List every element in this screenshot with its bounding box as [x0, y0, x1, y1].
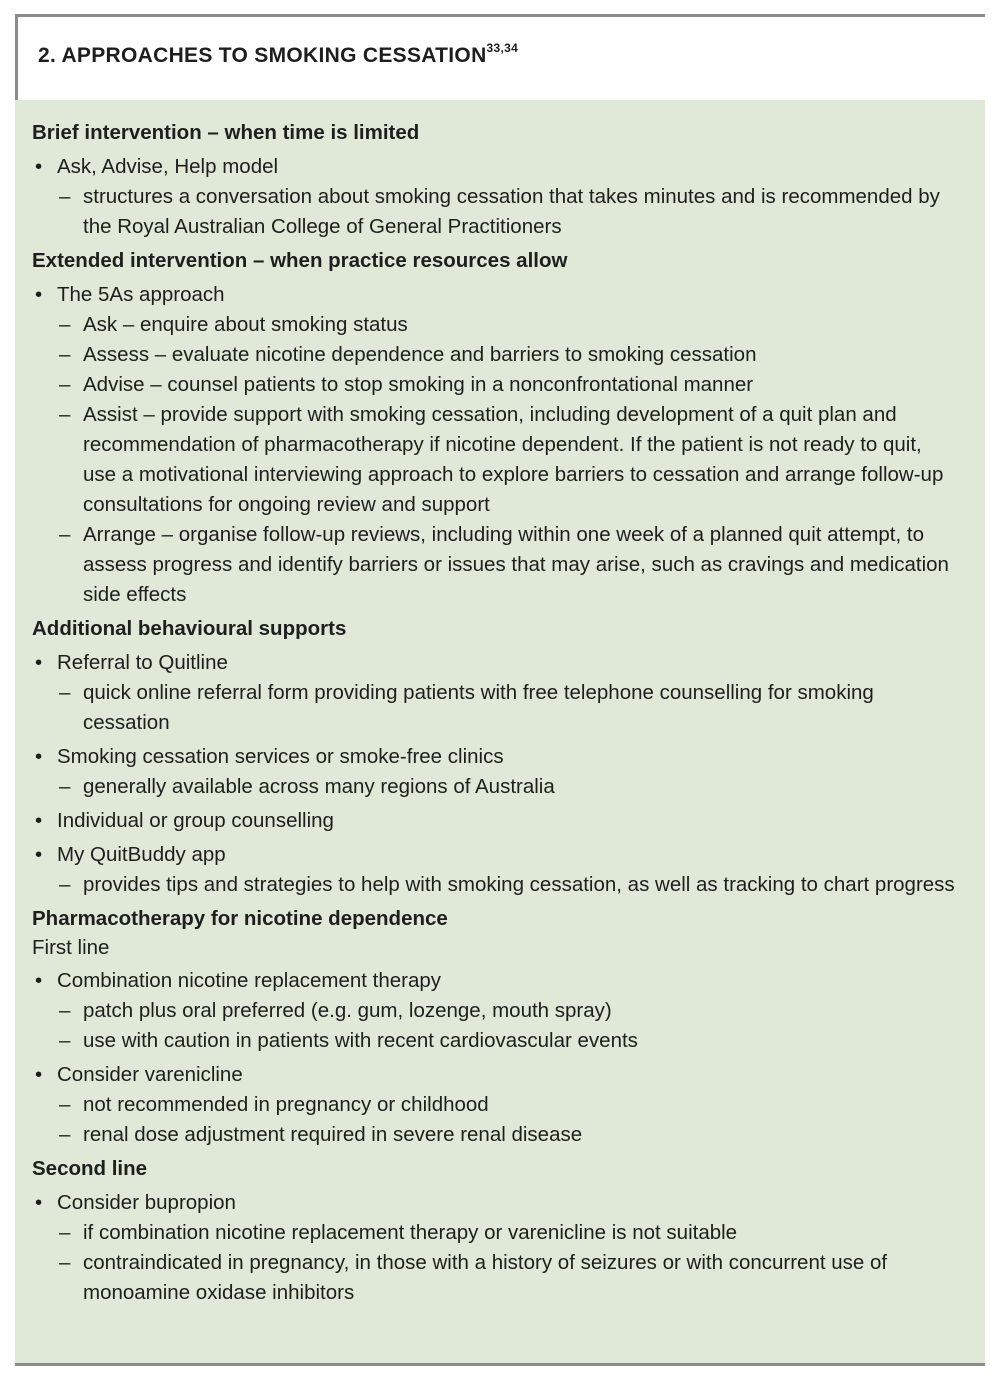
list-group	[32, 1060, 962, 1150]
sub-item: – contraindicated in pregnancy, in those with a history of seizures or with concurrent use of monoamine oxidase inhibitors	[32, 1248, 962, 1308]
bullet-item: • Combination nicotine replacement therapy	[32, 966, 962, 996]
box-title-text: 2. APPROACHES TO SMOKING CESSATION	[38, 44, 487, 67]
sub-item: – patch plus oral preferred (e.g. gum, lozenge, mouth spray)	[32, 996, 962, 1026]
sub-list	[32, 870, 962, 900]
sub-item: – Assist – provide support with smoking cessation, including development of a quit plan and recommendation of pharmacotherapy if nicotine dependent. If the patient is not ready to quit, use a motivational interviewing approach to explore barriers to cessation and arrange follow-up consultations for ongoing review and support	[32, 400, 962, 520]
list-group	[32, 806, 962, 836]
list-group	[32, 280, 962, 610]
section-heading: Additional behavioural supports	[32, 617, 347, 640]
bullet-item: • Individual or group counselling	[32, 806, 962, 836]
sub-item: – structures a conversation about smoking cessation that takes minutes and is recommended by the Royal Australian College of General Practitioners	[32, 182, 962, 242]
sub-list	[32, 182, 962, 242]
sub-item: – Arrange – organise follow-up reviews, including within one week of a planned quit attempt, to assess progress and identify barriers or issues that may arise, such as cravings and medication side effects	[32, 520, 962, 610]
section-heading: Pharmacotherapy for nicotine dependence	[32, 907, 448, 930]
bullet-item: • Ask, Advise, Help model	[32, 152, 962, 182]
box-header	[15, 14, 985, 100]
bullet-item: • The 5As approach	[32, 280, 962, 310]
sub-item: – renal dose adjustment required in severe renal disease	[32, 1120, 962, 1150]
box-title	[38, 41, 519, 68]
content-panel	[15, 100, 985, 1366]
list-group	[32, 840, 962, 900]
sub-list	[32, 772, 962, 802]
sub-item: – generally available across many regions of Australia	[32, 772, 962, 802]
bullet-item: • Smoking cessation services or smoke-free clinics	[32, 742, 962, 772]
sub-item: – use with caution in patients with recent cardiovascular events	[32, 1026, 962, 1056]
sub-list	[32, 1218, 962, 1308]
bullet-item: • Referral to Quitline	[32, 648, 962, 678]
sub-list	[32, 1090, 962, 1150]
list-group	[32, 152, 962, 242]
list-group	[32, 648, 962, 738]
content-body	[32, 118, 962, 1312]
list-group	[32, 966, 962, 1056]
sub-item: – Assess – evaluate nicotine dependence and barriers to smoking cessation	[32, 340, 962, 370]
list-group	[32, 742, 962, 802]
sub-item: – Advise – counsel patients to stop smoking in a nonconfrontational manner	[32, 370, 962, 400]
info-box	[15, 14, 985, 1366]
sub-list	[32, 310, 962, 610]
sub-list	[32, 996, 962, 1056]
bullet-item: • Consider varenicline	[32, 1060, 962, 1090]
section-heading: Second line	[32, 1157, 148, 1180]
sub-item: – Ask – enquire about smoking status	[32, 310, 962, 340]
section-heading: Brief intervention – when time is limited	[32, 121, 420, 144]
sub-list	[32, 678, 962, 738]
title-references: 33,34	[486, 41, 519, 55]
section-subheading: First line	[32, 936, 110, 959]
sub-item: – if combination nicotine replacement therapy or varenicline is not suitable	[32, 1218, 962, 1248]
sub-item: – not recommended in pregnancy or childhood	[32, 1090, 962, 1120]
bullet-item: • My QuitBuddy app	[32, 840, 962, 870]
sub-item: – provides tips and strategies to help with smoking cessation, as well as tracking to chart progress	[32, 870, 962, 900]
bullet-item: • Consider bupropion	[32, 1188, 962, 1218]
section-heading: Extended intervention – when practice resources allow	[32, 249, 568, 272]
sub-item: – quick online referral form providing patients with free telephone counselling for smoking cessation	[32, 678, 962, 738]
list-group	[32, 1188, 962, 1308]
